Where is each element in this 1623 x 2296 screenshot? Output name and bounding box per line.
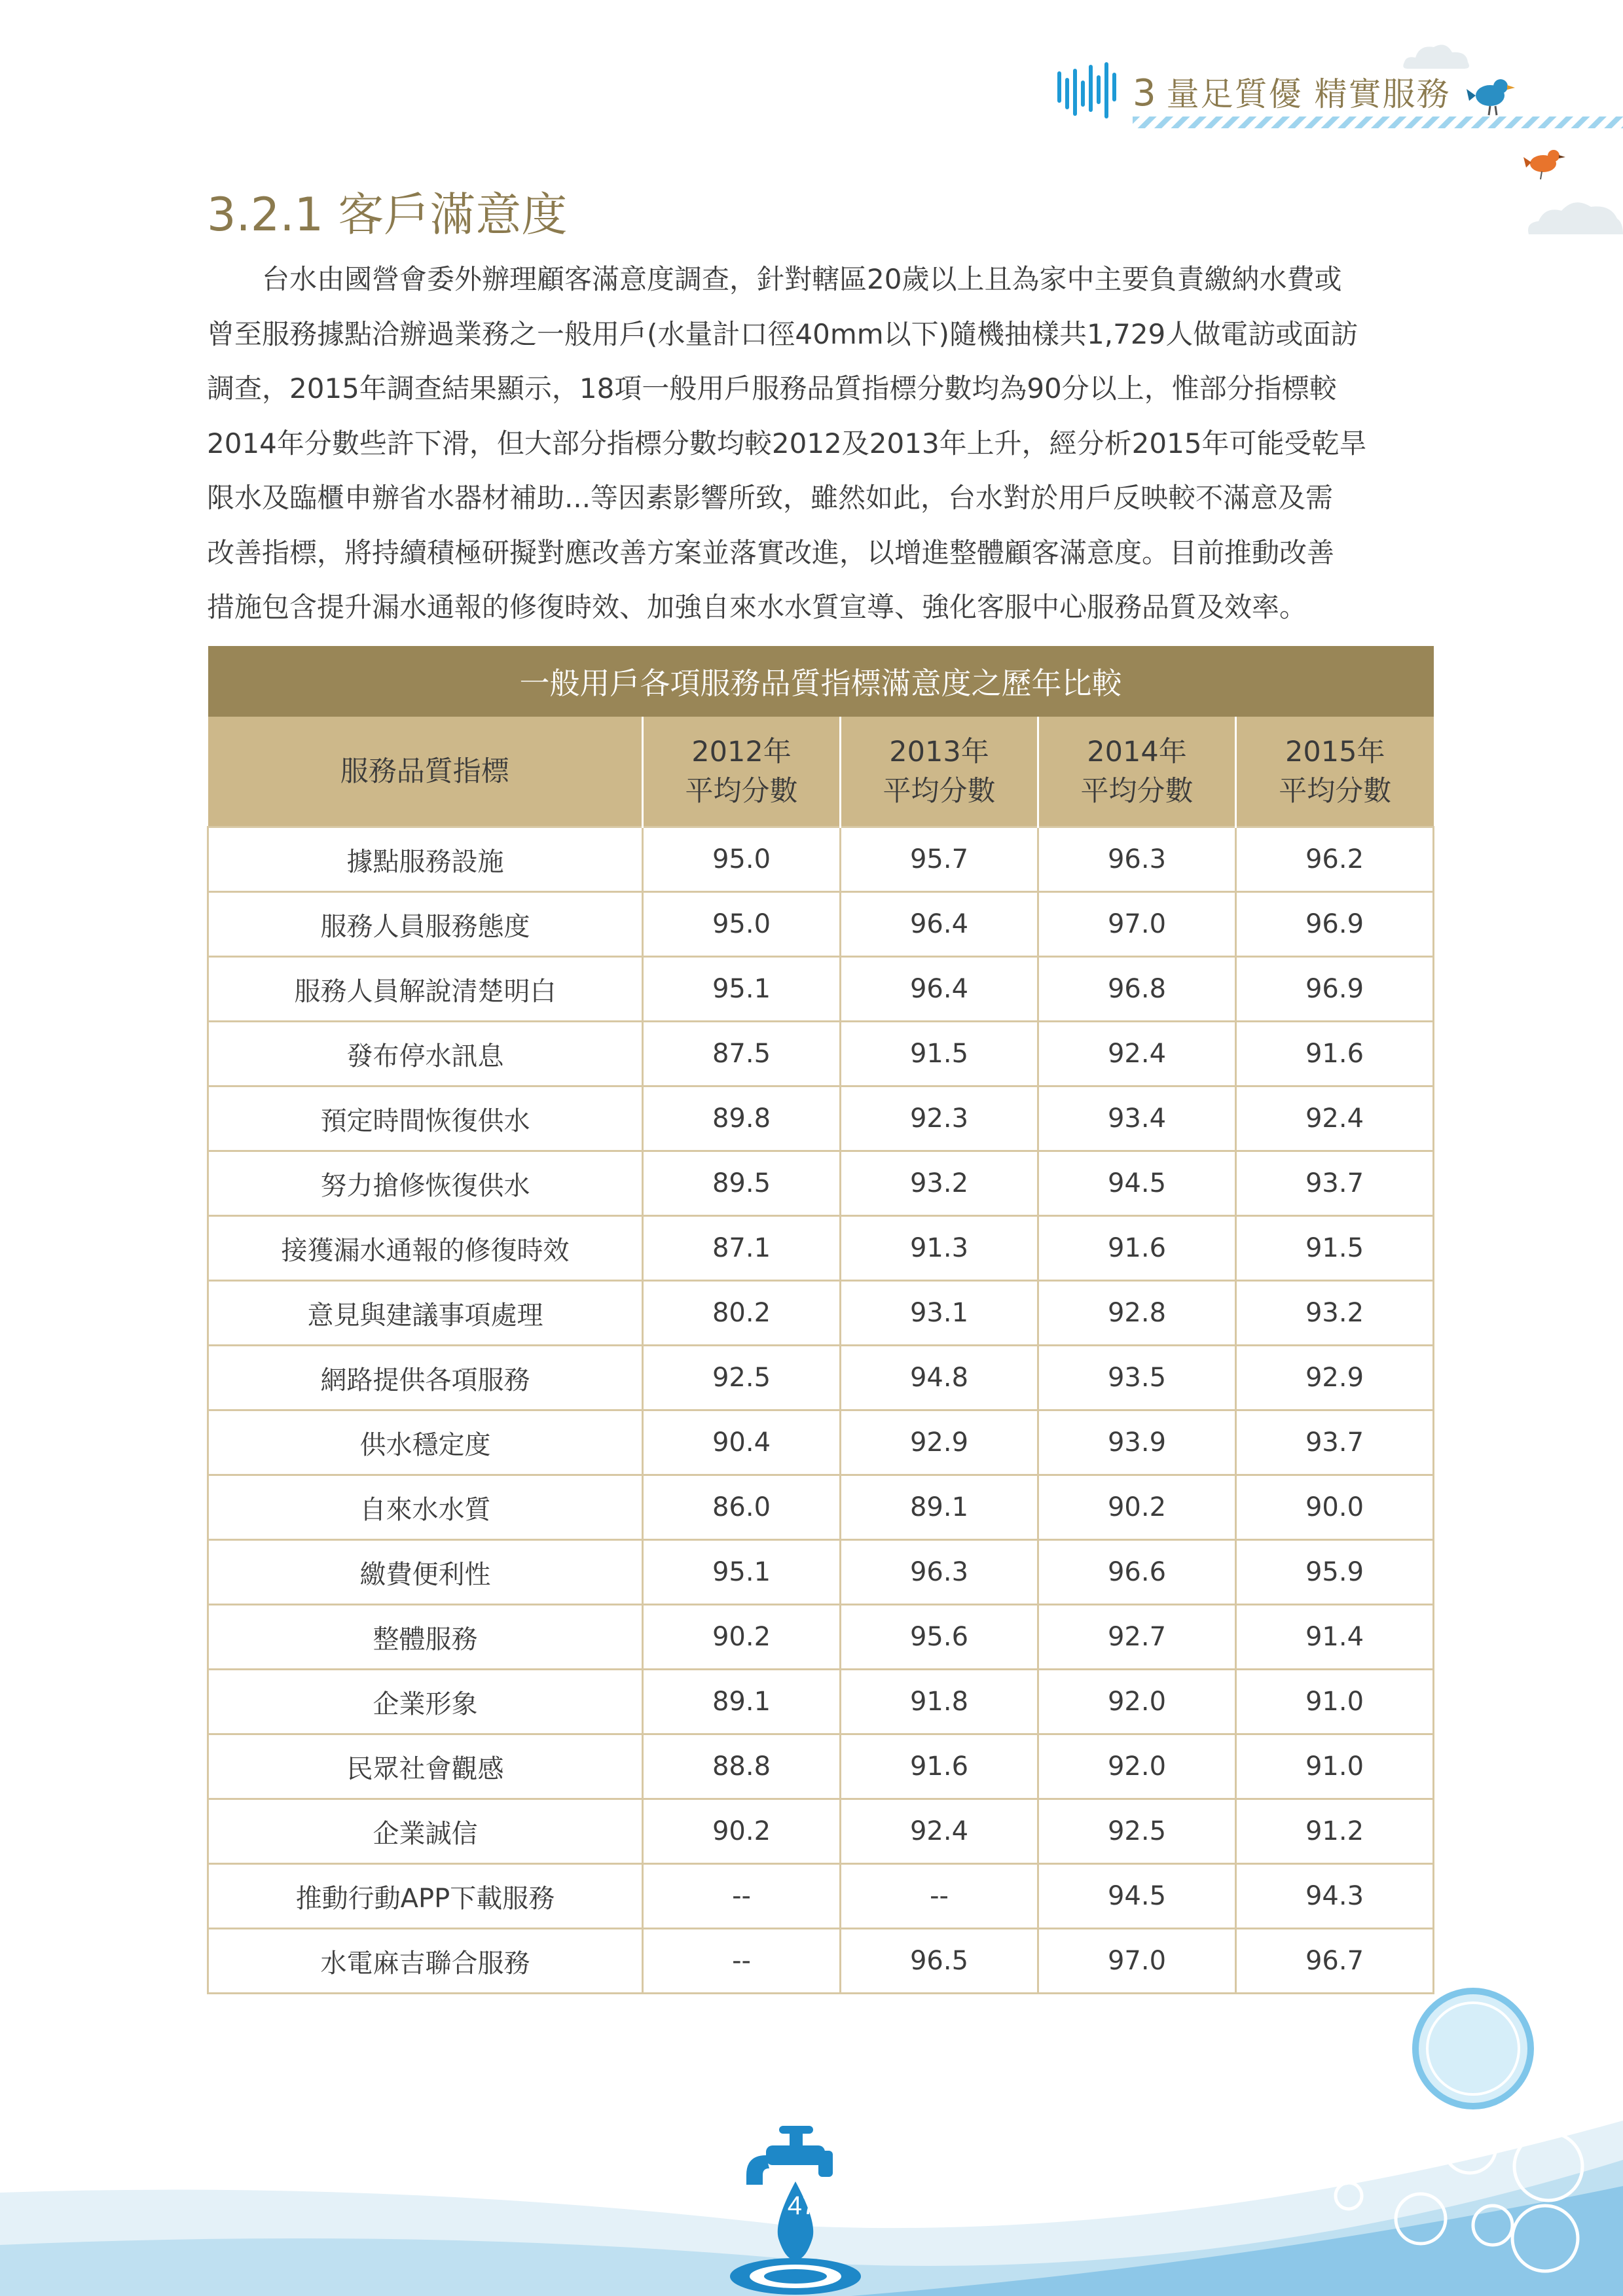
score-cell: -- xyxy=(643,1929,841,1994)
table-row xyxy=(208,1475,1434,1540)
chapter-title-text: 量足質優 精實服務 xyxy=(1166,75,1451,113)
score-cell: 96.7 xyxy=(1236,1929,1434,1994)
score-cell: 96.3 xyxy=(1038,827,1236,892)
indicator-cell: 據點服務設施 xyxy=(208,827,643,892)
score-cell: 97.0 xyxy=(1038,1929,1236,1994)
score-cell: 80.2 xyxy=(643,1281,841,1346)
table-row xyxy=(208,1281,1434,1346)
score-cell: 89.1 xyxy=(841,1475,1038,1540)
score-cell: 91.5 xyxy=(841,1022,1038,1086)
score-cell: 94.5 xyxy=(1038,1151,1236,1216)
header-indicator: 服務品質指標 xyxy=(208,717,643,827)
chapter-title xyxy=(1133,68,1451,115)
bubbles-decoration xyxy=(1296,1977,1623,2296)
indicator-cell: 發布停水訊息 xyxy=(208,1022,643,1086)
score-cell: 92.0 xyxy=(1038,1670,1236,1734)
score-cell: 91.6 xyxy=(841,1734,1038,1799)
score-cell: -- xyxy=(841,1864,1038,1929)
score-cell: 89.1 xyxy=(643,1670,841,1734)
indicator-cell: 水電麻吉聯合服務 xyxy=(208,1929,643,1994)
chapter-header xyxy=(1054,60,1623,139)
score-cell: 91.6 xyxy=(1038,1216,1236,1281)
score-cell: 95.6 xyxy=(841,1605,1038,1670)
table-row xyxy=(208,1670,1434,1734)
score-cell: 93.4 xyxy=(1038,1086,1236,1151)
body-paragraph xyxy=(207,252,1432,635)
paragraph-line: 改善指標，將持續積極研擬對應改善方案並落實改進，以增進整體顧客滿意度。目前推動改善 xyxy=(207,536,1335,569)
cloud-icon xyxy=(1401,39,1473,72)
score-cell: 91.0 xyxy=(1236,1734,1434,1799)
table-row xyxy=(208,1864,1434,1929)
paragraph-line: 曾至服務據點洽辦過業務之一般用戶(水量計口徑40mm以下)隨機抽樣共1,729人做電訪或面訪 xyxy=(207,317,1359,350)
table-row xyxy=(208,1086,1434,1151)
paragraph-line: 2014年分數些許下滑，但大部分指標分數均較2012及2013年上升，經分析2015年可能受乾旱 xyxy=(207,427,1367,459)
score-cell: 92.4 xyxy=(841,1799,1038,1864)
score-cell: 93.9 xyxy=(1038,1410,1236,1475)
score-cell: 92.5 xyxy=(1038,1799,1236,1864)
indicator-cell: 供水穩定度 xyxy=(208,1410,643,1475)
indicator-cell: 網路提供各項服務 xyxy=(208,1346,643,1410)
table-row xyxy=(208,827,1434,892)
page-number: 47 xyxy=(787,2191,817,2220)
score-cell: 96.9 xyxy=(1236,957,1434,1022)
score-cell: 92.4 xyxy=(1236,1086,1434,1151)
table-row xyxy=(208,1734,1434,1799)
score-cell: 92.9 xyxy=(841,1410,1038,1475)
table-row xyxy=(208,1799,1434,1864)
table-row xyxy=(208,1410,1434,1475)
indicator-cell: 意見與建議事項處理 xyxy=(208,1281,643,1346)
indicator-cell: 預定時間恢復供水 xyxy=(208,1086,643,1151)
score-cell: 90.2 xyxy=(643,1799,841,1864)
table-row xyxy=(208,1216,1434,1281)
score-cell: 96.9 xyxy=(1236,892,1434,957)
score-cell: 97.0 xyxy=(1038,892,1236,957)
score-cell: 91.3 xyxy=(841,1216,1038,1281)
score-cell: 90.2 xyxy=(1038,1475,1236,1540)
score-cell: 91.0 xyxy=(1236,1670,1434,1734)
table-row xyxy=(208,1540,1434,1605)
section-title: 3.2.1 客戶滿意度 xyxy=(207,188,568,242)
score-cell: 92.5 xyxy=(643,1346,841,1410)
score-cell: 95.9 xyxy=(1236,1540,1434,1605)
score-cell: 93.7 xyxy=(1236,1410,1434,1475)
indicator-cell: 自來水水質 xyxy=(208,1475,643,1540)
header-year: 2012年 xyxy=(691,735,792,768)
score-cell: 95.7 xyxy=(841,827,1038,892)
score-cell: 93.2 xyxy=(841,1151,1038,1216)
header-2015 xyxy=(1236,717,1434,827)
table-row xyxy=(208,1346,1434,1410)
indicator-cell: 努力搶修恢復供水 xyxy=(208,1151,643,1216)
table-row xyxy=(208,1022,1434,1086)
blue-bird-icon xyxy=(1467,72,1519,118)
indicator-cell: 接獲漏水通報的修復時效 xyxy=(208,1216,643,1281)
satisfaction-table xyxy=(207,646,1434,1994)
indicator-cell: 企業誠信 xyxy=(208,1799,643,1864)
score-cell: 88.8 xyxy=(643,1734,841,1799)
orange-bird-icon xyxy=(1522,143,1568,182)
table-header-row xyxy=(208,717,1434,827)
table-row xyxy=(208,892,1434,957)
score-cell: 91.5 xyxy=(1236,1216,1434,1281)
table-row xyxy=(208,1605,1434,1670)
score-cell: 96.6 xyxy=(1038,1540,1236,1605)
score-cell: 90.2 xyxy=(643,1605,841,1670)
score-cell: 92.3 xyxy=(841,1086,1038,1151)
score-cell: 95.1 xyxy=(643,957,841,1022)
score-cell: 96.4 xyxy=(841,957,1038,1022)
score-cell: -- xyxy=(643,1864,841,1929)
stripe-divider xyxy=(1133,117,1623,128)
score-cell: 91.2 xyxy=(1236,1799,1434,1864)
score-cell: 93.5 xyxy=(1038,1346,1236,1410)
header-avg-label: 平均分數 xyxy=(1279,774,1392,808)
score-cell: 95.0 xyxy=(643,827,841,892)
score-cell: 96.5 xyxy=(841,1929,1038,1994)
score-cell: 91.8 xyxy=(841,1670,1038,1734)
score-cell: 89.5 xyxy=(643,1151,841,1216)
table-row xyxy=(208,957,1434,1022)
score-cell: 87.1 xyxy=(643,1216,841,1281)
score-cell: 87.5 xyxy=(643,1022,841,1086)
table-caption-row xyxy=(208,646,1434,717)
score-cell: 94.3 xyxy=(1236,1864,1434,1929)
table-caption: 一般用戶各項服務品質指標滿意度之歷年比較 xyxy=(208,646,1434,717)
table-row xyxy=(208,1929,1434,1994)
score-cell: 96.8 xyxy=(1038,957,1236,1022)
score-cell: 92.7 xyxy=(1038,1605,1236,1670)
score-cell: 90.0 xyxy=(1236,1475,1434,1540)
indicator-cell: 整體服務 xyxy=(208,1605,643,1670)
header-2012 xyxy=(643,717,841,827)
score-cell: 94.5 xyxy=(1038,1864,1236,1929)
score-cell: 92.4 xyxy=(1038,1022,1236,1086)
score-cell: 93.1 xyxy=(841,1281,1038,1346)
score-cell: 93.7 xyxy=(1236,1151,1434,1216)
paragraph-line: 措施包含提升漏水通報的修復時效、加強自來水水質宣導、強化客服中心服務品質及效率。 xyxy=(207,591,1307,623)
score-cell: 92.9 xyxy=(1236,1346,1434,1410)
table-row xyxy=(208,1151,1434,1216)
table-body xyxy=(208,827,1434,1994)
score-cell: 96.4 xyxy=(841,892,1038,957)
score-cell: 86.0 xyxy=(643,1475,841,1540)
indicator-cell: 服務人員服務態度 xyxy=(208,892,643,957)
score-cell: 93.2 xyxy=(1236,1281,1434,1346)
cloud-icon xyxy=(1525,196,1623,236)
header-year: 2013年 xyxy=(889,735,989,768)
score-cell: 91.4 xyxy=(1236,1605,1434,1670)
indicator-cell: 民眾社會觀感 xyxy=(208,1734,643,1799)
header-year: 2014年 xyxy=(1087,735,1187,768)
score-cell: 96.3 xyxy=(841,1540,1038,1605)
score-cell: 90.4 xyxy=(643,1410,841,1475)
score-cell: 95.0 xyxy=(643,892,841,957)
indicator-cell: 推動行動APP下載服務 xyxy=(208,1864,643,1929)
header-2014 xyxy=(1038,717,1236,827)
paragraph-line: 台水由國營會委外辦理顧客滿意度調查，針對轄區20歲以上且為家中主要負責繳納水費或 xyxy=(262,263,1342,295)
score-cell: 89.8 xyxy=(643,1086,841,1151)
sound-wave-icon xyxy=(1054,60,1126,119)
score-cell: 94.8 xyxy=(841,1346,1038,1410)
header-2013 xyxy=(841,717,1038,827)
header-avg-label: 平均分數 xyxy=(1080,774,1194,808)
indicator-cell: 繳費便利性 xyxy=(208,1540,643,1605)
score-cell: 96.2 xyxy=(1236,827,1434,892)
chapter-number: 3 xyxy=(1133,72,1158,115)
paragraph-line: 調查，2015年調查結果顯示，18項一般用戶服務品質指標分數均為90分以上，惟部分指標較 xyxy=(207,372,1337,404)
indicator-cell: 服務人員解說清楚明白 xyxy=(208,957,643,1022)
score-cell: 92.8 xyxy=(1038,1281,1236,1346)
score-cell: 95.1 xyxy=(643,1540,841,1605)
header-avg-label: 平均分數 xyxy=(883,774,996,808)
score-cell: 92.0 xyxy=(1038,1734,1236,1799)
indicator-cell: 企業形象 xyxy=(208,1670,643,1734)
paragraph-line: 限水及臨櫃申辦省水器材補助...等因素影響所致，雖然如此，台水對於用戶反映較不滿意及需 xyxy=(207,482,1334,514)
header-year: 2015年 xyxy=(1285,735,1385,768)
score-cell: 91.6 xyxy=(1236,1022,1434,1086)
header-avg-label: 平均分數 xyxy=(685,774,798,808)
